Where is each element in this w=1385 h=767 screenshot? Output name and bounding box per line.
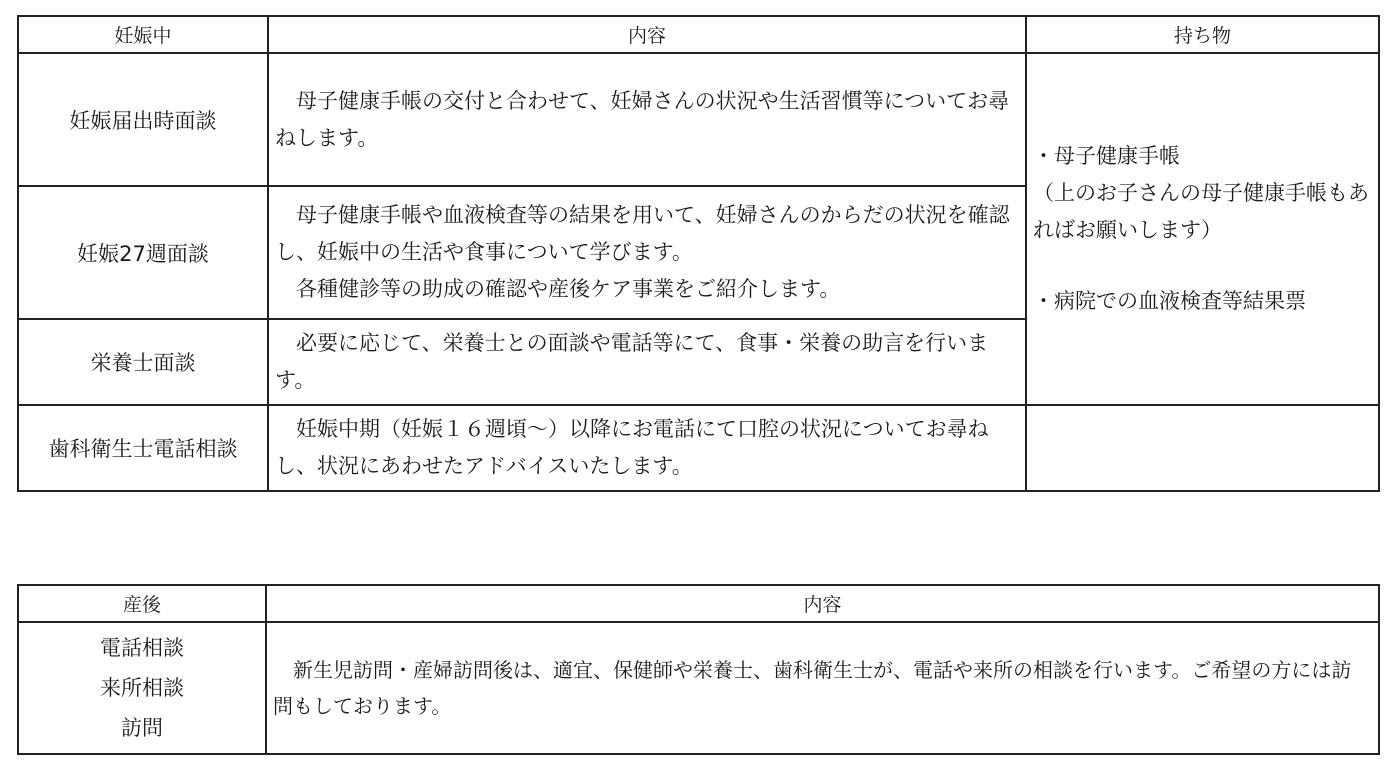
content-paragraph: 母子健康手帳や血液検査等の結果を用いて、妊婦さんのからだの状況を確認し、妊娠中の生活や食事について学びます。	[275, 203, 1010, 264]
row-label	[18, 622, 266, 754]
content-paragraph: 必要に応じて、栄養士との面談や電話等にて、食事・栄養の助言を行います。	[275, 331, 989, 392]
table-row	[18, 53, 1379, 186]
row-content	[268, 53, 1026, 186]
row-label: 歯科衛生士電話相談	[18, 405, 268, 491]
header-belongings: 持ち物	[1026, 16, 1379, 53]
label-line: 電話相談	[100, 636, 184, 660]
belonging-item: ・母子健康手帳	[1033, 144, 1180, 168]
row-content	[268, 186, 1026, 319]
header-content: 内容	[266, 585, 1379, 622]
postpartum-table	[17, 584, 1380, 755]
belonging-item: ・病院での血液検査等結果票	[1033, 289, 1306, 313]
label-line: 訪問	[121, 716, 163, 740]
table-row	[18, 405, 1379, 491]
belonging-item-note: （上のお子さんの母子健康手帳もあればお願いします）	[1033, 181, 1369, 242]
header-period: 妊娠中	[18, 16, 268, 53]
content-paragraph: 妊娠中期（妊娠１６週頃～）以降にお電話にて口腔の状況についてお尋ねし、状況にあわせたアドバイスいたします。	[275, 417, 989, 478]
belongings-cell	[1026, 53, 1379, 405]
row-content	[268, 319, 1026, 405]
empty-belongings-cell	[1026, 405, 1379, 491]
table-row	[18, 622, 1379, 754]
postpartum-table-header-row	[18, 585, 1379, 622]
row-label: 妊娠届出時面談	[18, 53, 268, 186]
row-label: 栄養士面談	[18, 319, 268, 405]
content-paragraph: 母子健康手帳の交付と合わせて、妊婦さんの状況や生活習慣等についてお尋ねします。	[275, 88, 1010, 150]
label-line: 来所相談	[100, 676, 184, 700]
row-label: 妊娠27週面談	[18, 186, 268, 319]
pregnancy-table	[17, 15, 1380, 492]
pregnancy-table-header-row	[18, 16, 1379, 53]
header-content: 内容	[268, 16, 1026, 53]
header-period: 産後	[18, 585, 266, 622]
row-content	[268, 405, 1026, 491]
content-paragraph: 各種健診等の助成の確認や産後ケア事業をご紹介します。	[296, 277, 841, 301]
row-content	[266, 622, 1379, 754]
content-paragraph: 新生児訪問・産婦訪問後は、適宜、保健師や栄養士、歯科衛生士が、電話や来所の相談を行います。ご希望の方には訪問もしております。	[273, 658, 1352, 718]
